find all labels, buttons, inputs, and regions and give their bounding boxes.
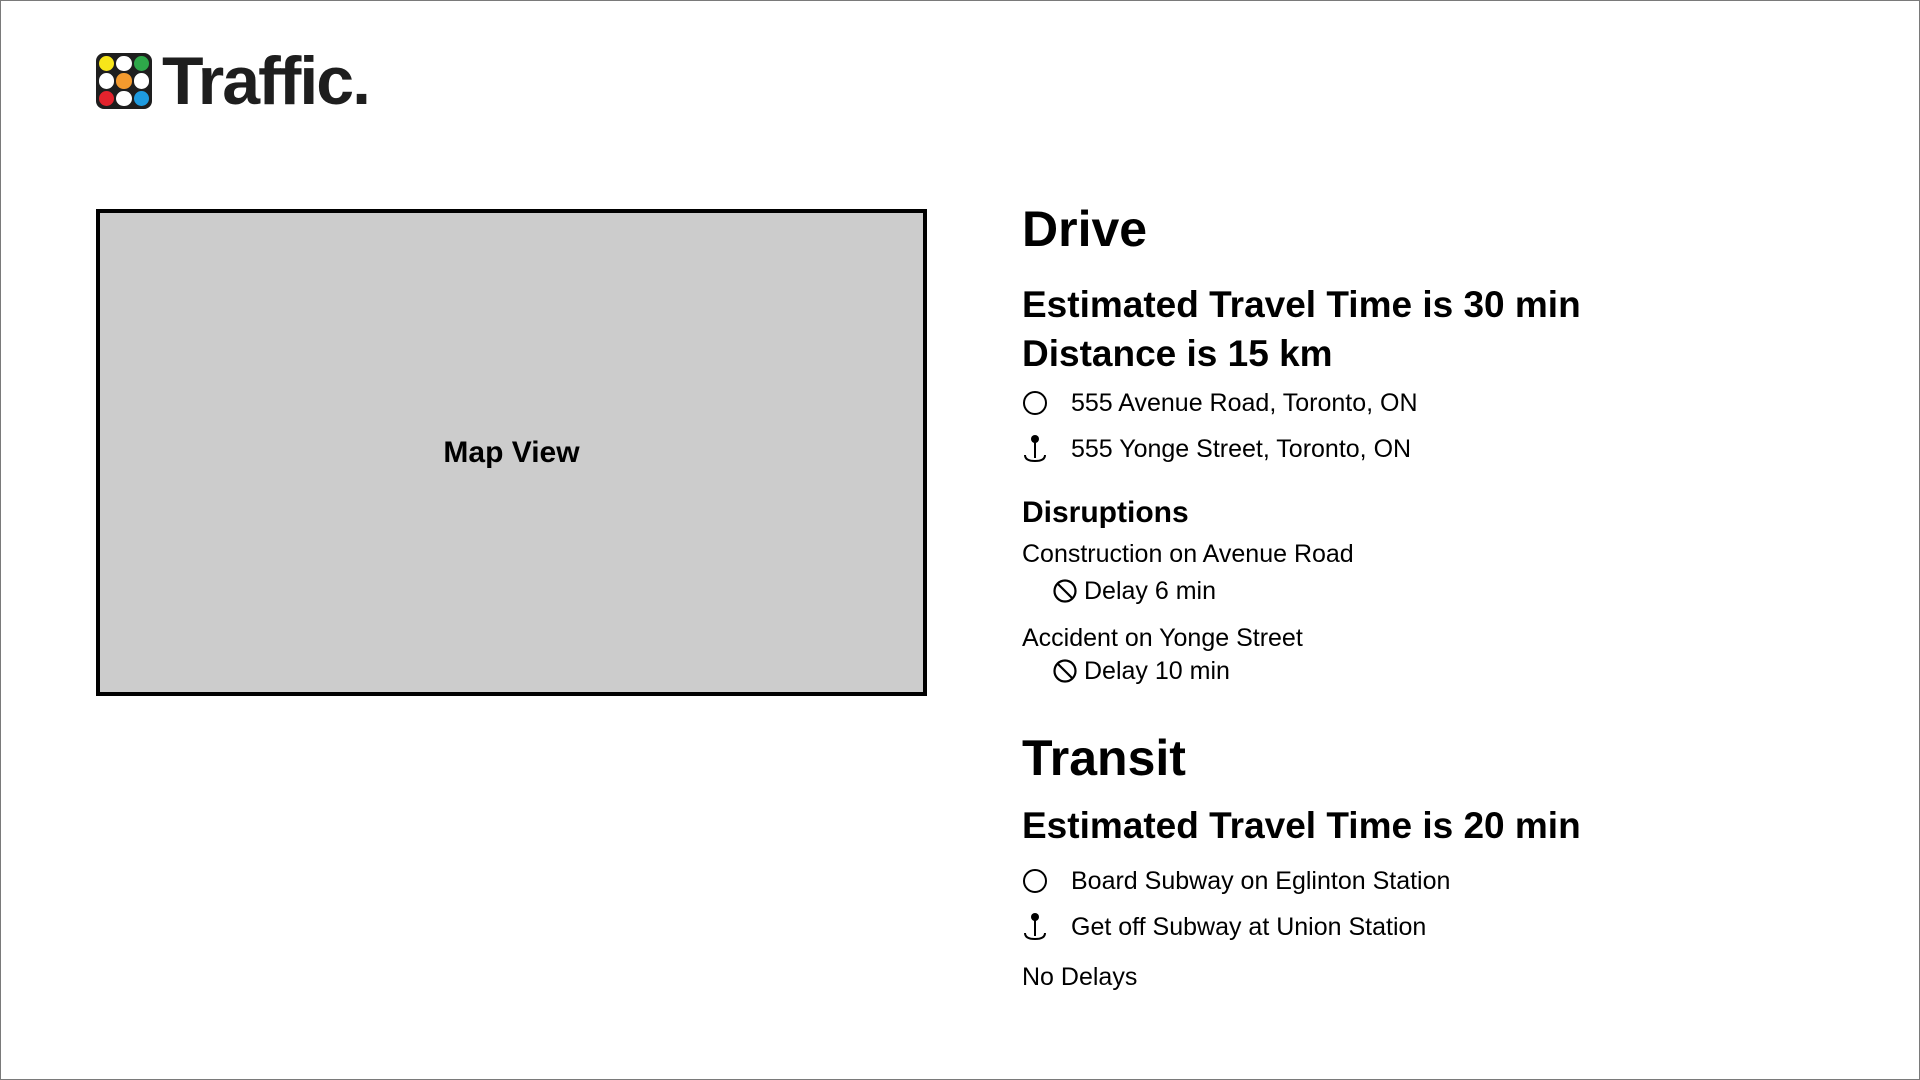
logo-dot [99, 73, 114, 88]
drive-title: Drive [1022, 201, 1148, 257]
no-entry-icon [1052, 656, 1078, 686]
disruption-delay-text: Delay 6 min [1084, 576, 1216, 605]
traffic-logo[interactable] [96, 43, 369, 119]
transit-travel-time: Estimated Travel Time is 20 min [1022, 805, 1581, 846]
logo-dot [134, 56, 149, 71]
disruptions-title: Disruptions [1022, 496, 1189, 529]
pin-destination-icon [1022, 912, 1048, 942]
transit-status: No Delays [1022, 963, 1138, 991]
disruption-name: Accident on Yonge Street [1022, 624, 1303, 652]
map-view[interactable] [96, 209, 927, 696]
drive-origin [1022, 386, 1418, 420]
disruption-delay [1052, 574, 1216, 608]
logo-dots-icon [96, 53, 152, 109]
transit-title: Transit [1022, 730, 1186, 786]
drive-destination [1022, 432, 1412, 466]
logo-dot [116, 56, 131, 71]
transit-origin [1022, 864, 1451, 898]
transit-destination [1022, 910, 1427, 944]
drive-travel-time: Estimated Travel Time is 30 min [1022, 284, 1581, 325]
logo-dot [134, 73, 149, 88]
logo-dot [134, 91, 149, 106]
no-entry-icon [1052, 576, 1078, 606]
pin-destination-icon [1022, 434, 1048, 464]
transit-destination-text: Get off Subway at Union Station [1071, 912, 1427, 941]
logo-dot [99, 56, 114, 71]
logo-text: Traffic. [162, 43, 369, 119]
disruption-name: Construction on Avenue Road [1022, 540, 1354, 568]
transit-origin-text: Board Subway on Eglinton Station [1071, 866, 1451, 895]
circle-origin-icon [1022, 388, 1048, 418]
disruption-delay-text: Delay 10 min [1084, 656, 1230, 685]
logo-dot [99, 91, 114, 106]
logo-dot [116, 91, 131, 106]
circle-origin-icon [1022, 866, 1048, 896]
drive-origin-text: 555 Avenue Road, Toronto, ON [1071, 388, 1418, 417]
logo-dot [116, 73, 131, 88]
drive-destination-text: 555 Yonge Street, Toronto, ON [1071, 434, 1412, 463]
map-label: Map View [443, 435, 580, 469]
disruption-delay [1052, 654, 1230, 688]
drive-distance: Distance is 15 km [1022, 333, 1333, 374]
